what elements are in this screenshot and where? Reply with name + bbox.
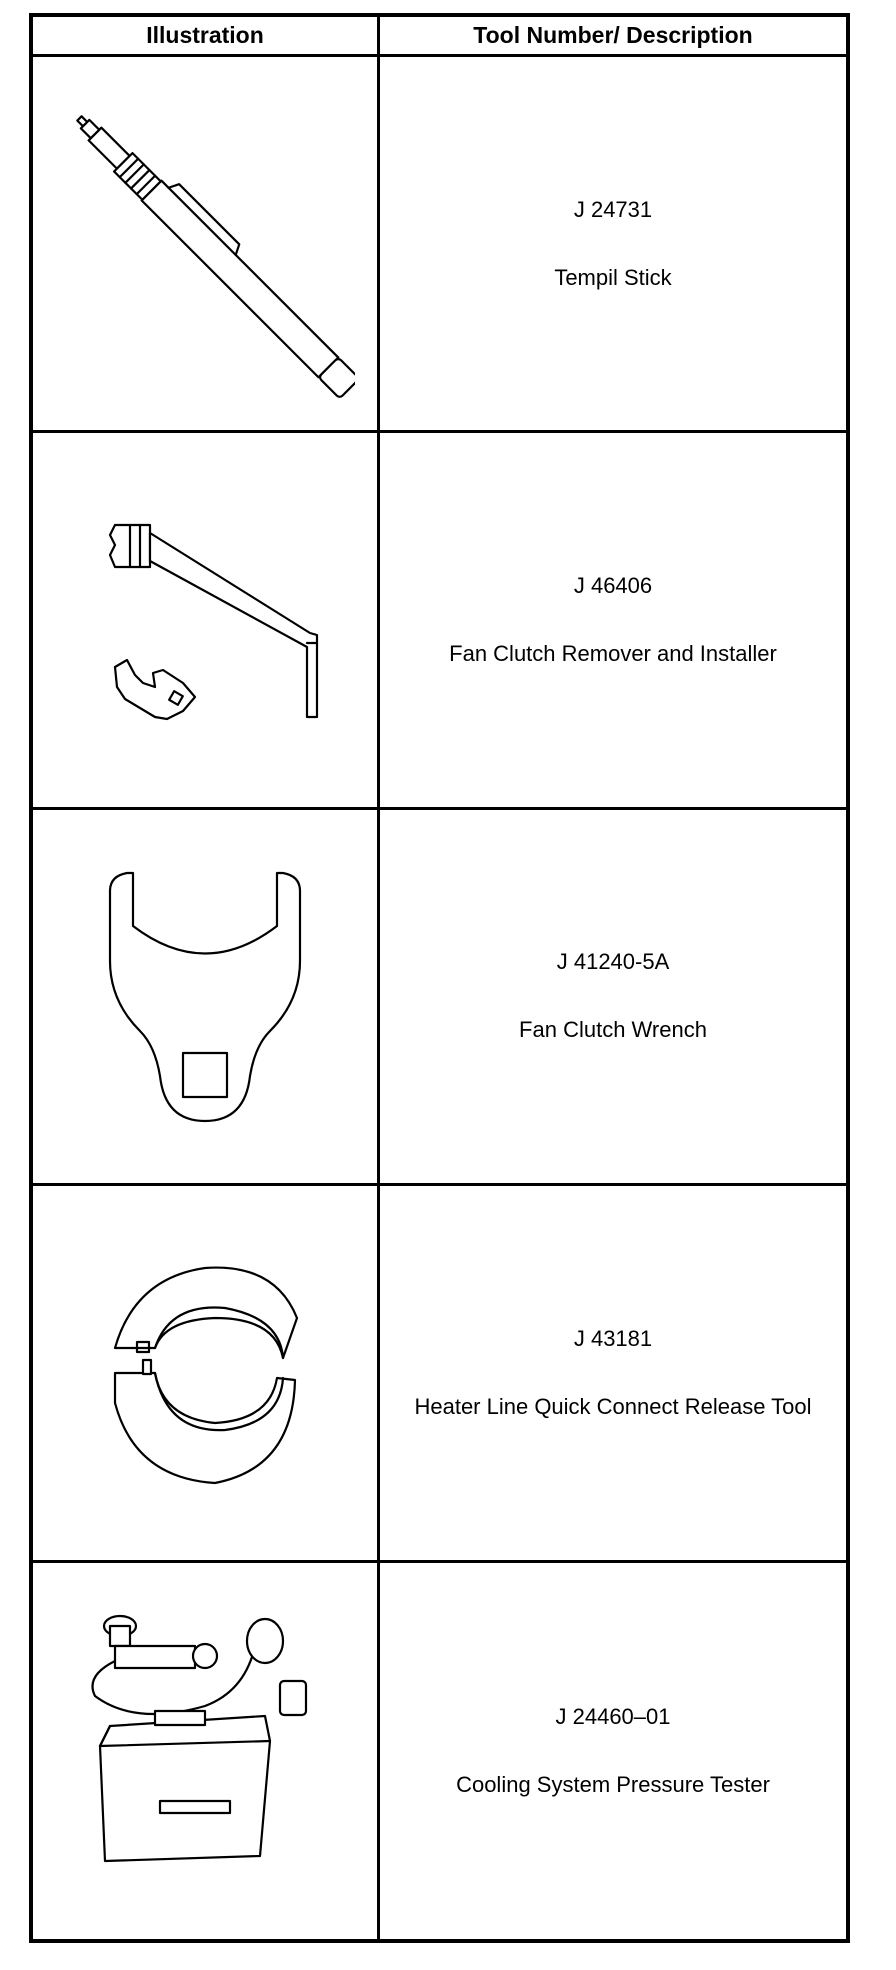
illustration-cell [33, 57, 380, 433]
tool-number: J 43181 [573, 1325, 653, 1351]
fan-clutch-wrench-icon [55, 831, 355, 1161]
tool-description: Cooling System Pressure Tester [456, 1771, 770, 1797]
header-illustration [33, 17, 380, 57]
description-cell [380, 1563, 846, 1939]
tool-number: J 24731 [573, 196, 653, 222]
quick-connect-release-tool-icon [55, 1208, 355, 1538]
description-cell [380, 1186, 846, 1562]
header-description [380, 17, 846, 57]
illustration-cell [33, 433, 380, 809]
pressure-tester-icon [55, 1586, 355, 1916]
illustration-cell [33, 1186, 380, 1562]
tool-number: J 41240-5A [556, 949, 670, 975]
description-cell [380, 433, 846, 809]
header-description-label: Tool Number/ Description [473, 22, 753, 48]
tool-table [29, 13, 850, 1943]
description-cell [380, 810, 846, 1186]
illustration-cell [33, 810, 380, 1186]
fan-clutch-remover-icon [55, 455, 355, 785]
description-cell [380, 57, 846, 433]
tool-description: Heater Line Quick Connect Release Tool [414, 1393, 812, 1419]
tool-number: J 24460–01 [555, 1703, 671, 1729]
illustration-cell [33, 1563, 380, 1939]
tool-number: J 46406 [573, 573, 653, 599]
tool-description: Fan Clutch Wrench [519, 1017, 707, 1043]
tool-description: Tempil Stick [554, 264, 672, 290]
tool-description: Fan Clutch Remover and Installer [449, 641, 777, 667]
tempil-stick-icon [55, 79, 355, 409]
header-illustration-label: Illustration [146, 22, 264, 48]
